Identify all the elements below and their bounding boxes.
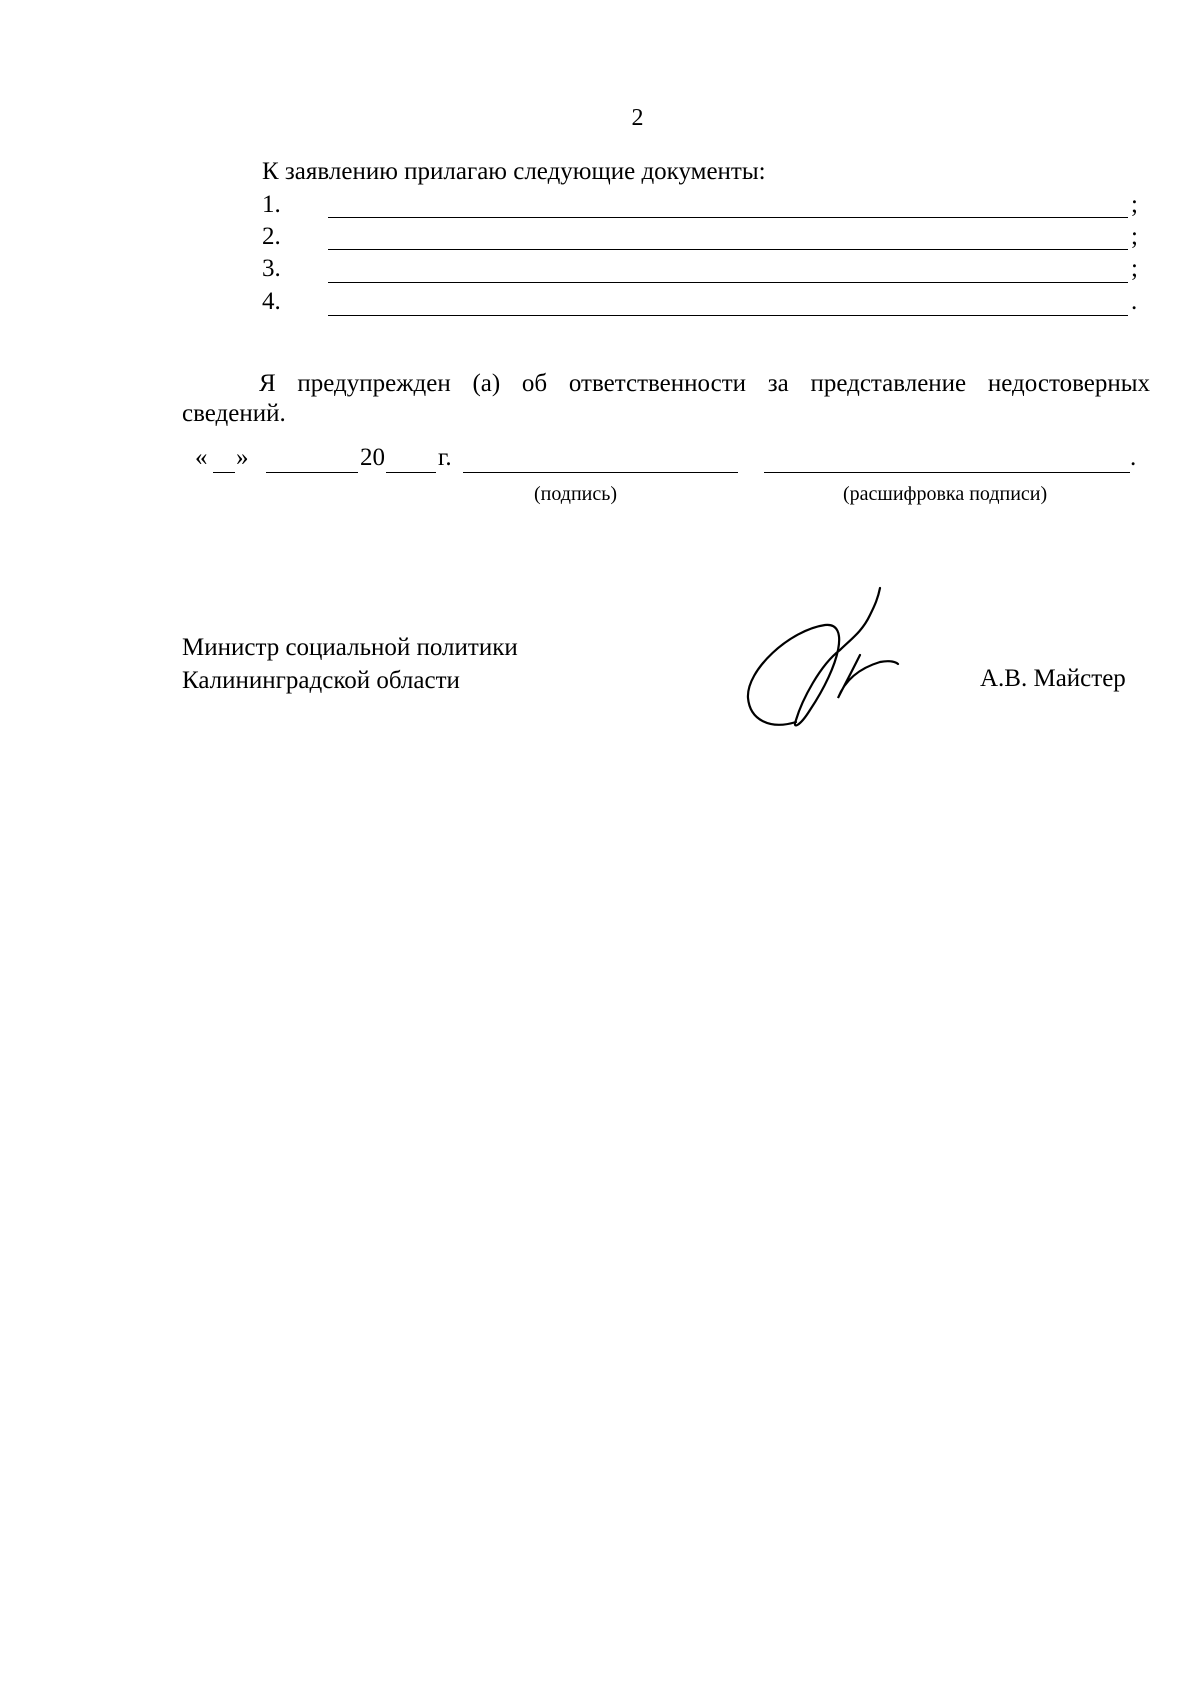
minister-name: А.В. Майстер	[980, 665, 1126, 692]
signature-caption: (подпись)	[534, 483, 618, 505]
attachment-number: 2.	[262, 223, 281, 250]
attachment-blank-line[interactable]	[328, 249, 1128, 250]
attachments-heading: К заявлению прилагаю следующие документы:	[262, 158, 766, 185]
year-blank[interactable]	[386, 472, 436, 473]
day-blank[interactable]	[213, 472, 235, 473]
year-suffix: г.	[438, 444, 452, 471]
attachment-number: 3.	[262, 255, 281, 282]
attachment-blank-line[interactable]	[328, 217, 1128, 218]
signature-blank[interactable]	[463, 472, 738, 473]
minister-title	[182, 631, 632, 697]
attachment-end: ;	[1131, 223, 1138, 250]
attachment-end: .	[1131, 288, 1138, 315]
minister-title-line2: Калининградской области	[182, 667, 460, 694]
attachment-end: ;	[1131, 255, 1138, 282]
warning-paragraph: Я предупрежден (а) об ответственности за представление недостоверных сведений.	[182, 370, 1150, 427]
attachment-blank-line[interactable]	[328, 282, 1128, 283]
handwritten-signature	[730, 580, 900, 740]
signature-decode-blank[interactable]	[764, 472, 1130, 473]
date-close-quote: »	[236, 444, 249, 471]
year-prefix: 20	[360, 444, 385, 471]
attachment-number: 1.	[262, 191, 281, 218]
month-blank[interactable]	[266, 472, 358, 473]
attachment-end: ;	[1131, 191, 1138, 218]
attachment-blank-line[interactable]	[328, 315, 1128, 316]
page-number: 2	[631, 105, 644, 131]
attachment-number: 4.	[262, 288, 281, 315]
decode-caption: (расшифровка подписи)	[843, 483, 1048, 505]
signature-row-end: .	[1130, 444, 1137, 471]
date-open-quote: «	[195, 444, 208, 471]
minister-title-line1: Министр социальной политики	[182, 634, 518, 661]
